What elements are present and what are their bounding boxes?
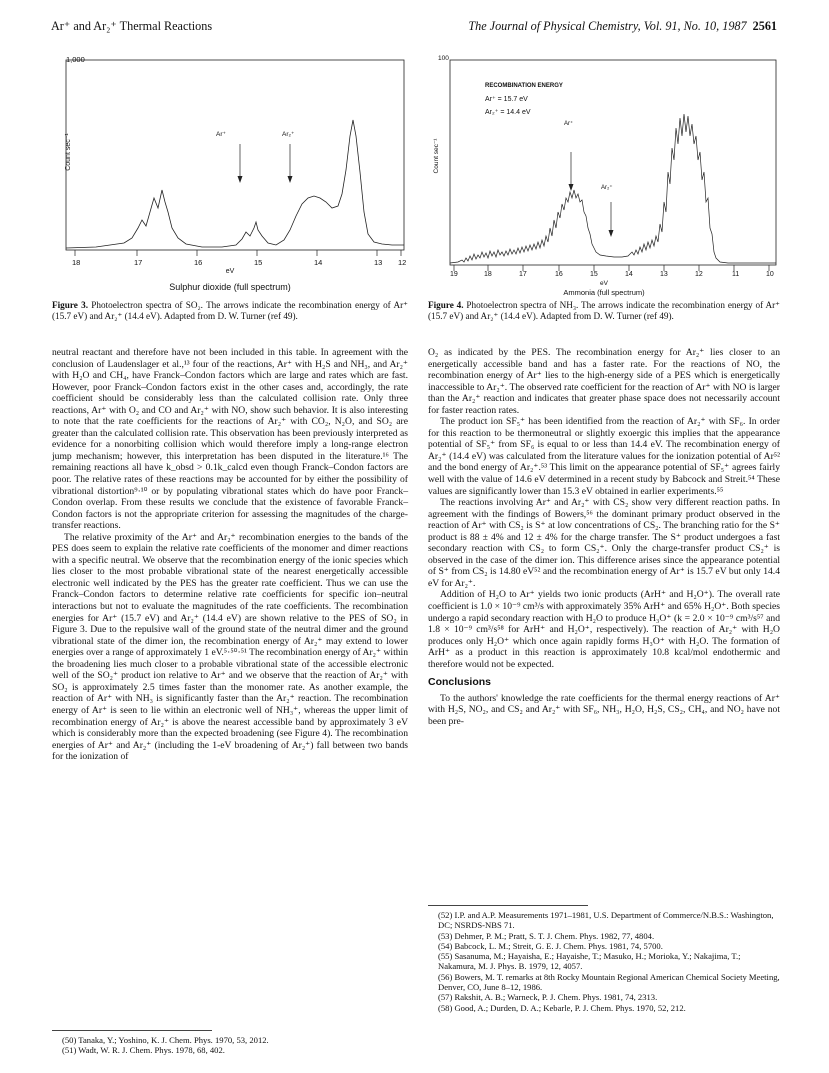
right-paragraph-5: To the authors' knowledge the rate coefficients for the thermal energy reactions of Ar⁺ with H₂S, NO₂, and CS₂ and Ar₂⁺ with SF₆, NH₃, H₂O, H₂S, CS₂, CH₄, and NO₂ have not been pre- bbox=[428, 692, 780, 727]
journal-citation: The Journal of Physical Chemistry, Vol. 91, No. 10, 1987 bbox=[468, 19, 747, 33]
figure-4-caption bbox=[428, 300, 780, 322]
figure-3-y-max: 1,000 bbox=[66, 55, 85, 64]
figure-3-tick-label: 16 bbox=[194, 258, 203, 267]
figure-3-tick-labels bbox=[52, 258, 408, 268]
figure-3-x-label: eV bbox=[225, 268, 235, 275]
left-paragraph-1: neutral reactant and therefore have not been included in this table. In agreement with the conclusion of Laudenslager et al.,¹³ four of the reactions, Ar⁺ with H₂S and NH₃, and Ar₂⁺ with H₂O and CH₄, have Franck–Condon factors which are large and rates which are fast. However, poor Franck–Condon factors exist in the other cases and, accordingly, the rate coefficient should be considerably less than the calculated collision rate. Only three reactions, Ar⁺ with O₂ and CO and Ar₂⁺ with NO, show such behavior. It is also interesting to note that the rate coefficients for the reactions of Ar₂⁺ with CO₂, N₂O, and SO₂ are greater than the calculated collision rate. This observation has been previously interpreted as evidence for a nonorbiting collision which would therefore imply a long-range electron jump mechanism; however, this interpretation has been disputed in the literature.¹⁶ The remaining reactions all have k_obsd > 0.1k_calcd even though Franck–Condon factors are poor. The relative rates of these reactions may be accounted for by either the possibility of vibrational distortion⁹·¹⁰ or by populating vibrational states which do have poor Franck–Condon overlap. From these results we conclude that the existence of favorable Franck–Condon factors is not the appropriate criterion for assessing the magnitudes of the charge-transfer reactions. bbox=[52, 347, 408, 532]
right-footnote-rule bbox=[428, 905, 588, 906]
reference-item: (58) Good, A.; Durden, D. A.; Kebarle, P. J. Chem. Phys. 1970, 52, 212. bbox=[438, 1002, 686, 1013]
reference-item: (55) Sasanuma, M.; Hayaisha, E.; Hayaishe, T.; Masuko, H.; Morioka, Y.; Nakajima, T.; Nakamura, M. J. Phys. B. 1979, 12, 4057. bbox=[438, 951, 741, 972]
left-footnote-rule bbox=[52, 1030, 212, 1031]
figure-4-title: Ammonia (full spectrum) bbox=[563, 288, 645, 297]
figure-4-tick-label: 16 bbox=[555, 271, 563, 278]
figure-4-x-label: eV bbox=[600, 280, 608, 287]
right-paragraph-4: Addition of H₂O to Ar⁺ yields two ionic products (ArH⁺ and H₂O⁺). The overall rate coefficient is 1.0 × 10⁻⁹ cm³/s with approximately 35% ArH⁺ and 65% H₂O⁺. Both species undergo a rapid secondary reaction with H₂O to produce H₃O⁺ (k = 2.0 × 10⁻⁹ cm³/s⁵⁷ and 1.8 × 10⁻⁹ cm³/s⁵⁸ for ArH⁺ and H₂O⁺, respectively). The reaction of Ar₂⁺ with H₂O produces only H₂O⁺ which once again rapidly forms H₃O⁺ with H₂O. The formation of ArH⁺ as a product in this reaction is approximately 10.8 kcal/mol endothermic and therefore would not be expected. bbox=[428, 589, 780, 670]
figure-3-tick-label: 17 bbox=[134, 258, 143, 267]
left-references bbox=[62, 1035, 408, 1056]
reference-item: (57) Rakshit, A. B.; Warneck, P. J. Chem. Phys. 1981, 74, 2313. bbox=[438, 992, 658, 1003]
right-column bbox=[428, 347, 780, 728]
figure-4-tick-label: 10 bbox=[766, 271, 774, 278]
figure-4-tick-label: 18 bbox=[484, 271, 492, 278]
right-references bbox=[438, 910, 780, 1013]
figure-4-frame bbox=[450, 60, 776, 265]
figure-3-tick-label: 15 bbox=[254, 258, 263, 267]
figure-4-tick-label: 12 bbox=[695, 271, 703, 278]
figure-4-legend-title: RECOMBINATION ENERGY bbox=[485, 83, 563, 89]
figure-4-arrow-label-1: Ar⁺ bbox=[564, 121, 574, 127]
figure-4-arrow-label-2: Ar₂⁺ bbox=[601, 185, 613, 191]
figure-4 bbox=[428, 52, 780, 297]
figure-4-tick-label: 11 bbox=[732, 271, 740, 278]
figure-4-y-label: Count sec⁻¹ bbox=[433, 138, 440, 174]
figure-3 bbox=[52, 52, 408, 297]
running-header-journal bbox=[468, 19, 777, 34]
figure-4-tick-label: 15 bbox=[590, 271, 598, 278]
figure-4-legend-item-2: Ar₂⁺ = 14.4 eV bbox=[485, 109, 531, 116]
figure-3-tick-label: 13 bbox=[374, 258, 383, 267]
figure-4-caption-label: Figure 4. bbox=[428, 300, 464, 310]
figure-3-arrow-ar-plus-head bbox=[238, 176, 243, 183]
figure-4-tick-label: 13 bbox=[660, 271, 668, 278]
figure-4-arrow-ar2-plus-head bbox=[609, 230, 614, 237]
reference-item: (56) Bowers, M. T. remarks at 8th Rocky Mountain Regional American Chemical Society Meeting, Denver, CO, June 8–12, 1986. bbox=[438, 971, 780, 993]
figure-3-caption bbox=[52, 300, 408, 322]
figure-3-caption-label: Figure 3. bbox=[52, 300, 89, 310]
left-column bbox=[52, 347, 408, 763]
right-paragraph-2: The product ion SF₅⁺ has been identified from the reaction of Ar₂⁺ with SF₆. In order for this reaction to be thermoneutral or slightly exoergic this implies that the appearance potential of SF₅⁺ from SF₆ is equal to or less than 14.4 eV. The recombination energy of Ar₂⁺ (14.4 eV) was calculated from the literature values for the ionization potential of Ar⁵² and the bond energy of Ar₂⁺.⁵³ This limit on the appearance potential of SF₅⁺ agrees fairly well with the value of 14.6 eV determined in a recent study by Babcock and Streit.⁵⁴ These values are significantly lower than 15.3 eV obtained in earlier experiments.⁵⁵ bbox=[428, 416, 780, 497]
figure-4-plot bbox=[428, 52, 780, 297]
figure-3-arrow-label-2: Ar₂⁺ bbox=[282, 131, 295, 138]
running-header-title: Ar⁺ and Ar₂⁺ Thermal Reactions bbox=[51, 19, 213, 33]
figure-3-caption-text: Photoelectron spectra of SO₂. The arrows indicate the recombination energy of Ar⁺ (15.7 eV) and Ar₂⁺ (14.4 eV). Adapted from D. W. Turner (ref 49). bbox=[52, 300, 409, 321]
figure-3-tick-label: 14 bbox=[314, 258, 323, 267]
reference-item: (51) Wadt, W. R. J. Chem. Phys. 1978, 68, 402. bbox=[62, 1045, 225, 1056]
figure-4-spectrum bbox=[450, 114, 776, 263]
figure-3-y-label: Count sec⁻¹ bbox=[65, 133, 72, 171]
reference-item: (54) Babcock, L. M.; Streit, G. E. J. Chem. Phys. 1981, 74, 5700. bbox=[438, 940, 663, 951]
figure-3-spectrum bbox=[66, 120, 404, 248]
reference-item: (50) Tanaka, Y.; Yoshino, K. J. Chem. Phys. 1970, 53, 2012. bbox=[62, 1035, 269, 1045]
figure-3-arrow-label-1: Ar⁺ bbox=[216, 131, 226, 138]
page-number: 2561 bbox=[752, 19, 777, 33]
right-paragraph-3: The reactions involving Ar⁺ and Ar₂⁺ with CS₂ show very different reaction paths. In agreement with the findings of Bowers,⁵⁶ the dominant primary product observed in the reaction of Ar⁺ with CS₂ is S⁺ at low concentrations of CS₂. The branching ratio for the S⁺ product is 88 ± 4% and 12 ± 4% for the charge transfer. The S⁺ product undergoes a fast secondary reaction with CS₂ to form CS₂⁺. Only the charge-transfer product CS₂⁺ is observed in the case of the dimer ion. This difference arises since the appearance potential of S⁺ from CS₂ is 14.80 eV⁵² and the recombination energy of Ar⁺ is 15.7 eV but only 14.4 eV for Ar₂⁺. bbox=[428, 497, 780, 589]
left-paragraph-2: The relative proximity of the Ar⁺ and Ar₂⁺ recombination energies to the bands of the PES does seem to explain the relative rate coefficients of the monomer and dimer reactions with a specific neutral. We observe that the recombination energy of the ionic species which lies closer to the most probable vibrational state of the nearest energetically accessible electronic well indicated by the PES has the greater rate coefficient. Thus we can use the Franck–Condon factors to determine relative rate coefficients for specific ion–neutral interactions but not to evaluate the magnitudes of the rate coefficients. The recombination energies for Ar⁺ (15.7 eV) and Ar₂⁺ (14.4 eV) are shown relative to the PES of SO₂ in Figure 3. Due to the repulsive wall of the ground state of the neutral dimer and the ground vibrational state of the dimer ion, the recombination energy of Ar₂⁺ may extend to lower energies over a range of approximately 1 eV.⁵·⁵⁰·⁵¹ The recombination energy of Ar₂⁺ within the broadening lies much closer to a probable vibrational state of the accessible electronic well of the SO₂⁺ product ion relative to Ar⁺ and we observe that the reaction of Ar₂⁺ with SO₂ is approximately 2.5 times faster than the monomer rate. As another example, the reaction of Ar⁺ with NH₃ is significantly faster than the Ar₂⁺ reaction. The recombination energy of Ar⁺ is seen to lie within an electronic well of NH₃⁺, whereas the upper limit of recombination energy of Ar₂⁺ is above the nearest accessible band by approximately 3 eV which is considerably more than the expected broadening (see Figure 4). The recombination energies of Ar⁺ and Ar₂⁺ (including the 1-eV broadening of Ar₂⁺) fall between two bands for the ionization of bbox=[52, 531, 408, 763]
figure-4-tick-label: 19 bbox=[450, 271, 458, 278]
figure-4-tick-label: 14 bbox=[625, 271, 633, 278]
figure-3-tick-marks bbox=[75, 250, 401, 256]
right-paragraph-1: O₂ as indicated by the PES. The recombination energy for Ar₂⁺ lies closer to an energetically accessible band and has a faster rate. For the reactions of NO, the recombination energy of Ar⁺ lies to the high-energy side of a PES which is energetically inaccessible to Ar₂⁺. The observed rate coefficient for the reaction of Ar⁺ with NO is larger than the Ar₂⁺ reaction and indicates that greater phase space does not necessarily account for faster reaction rates. bbox=[428, 347, 780, 416]
figure-3-arrow-ar2-plus-head bbox=[288, 176, 293, 183]
figure-3-tick-label: 18 bbox=[72, 258, 81, 267]
reference-item: (53) Dehmer, P. M.; Pratt, S. T. J. Chem. Phys. 1982, 77, 4804. bbox=[438, 930, 655, 941]
figure-3-tick-label: 12 bbox=[398, 258, 407, 267]
section-heading-conclusions: Conclusions bbox=[428, 676, 492, 689]
figure-4-caption-text: Photoelectron spectra of NH₃. The arrows indicate the recombination energy of Ar⁺ (15.7 eV) and Ar₂⁺ (14.4 eV). Adapted from D. W. Turner (ref 49). bbox=[428, 300, 780, 321]
figure-4-arrow-ar-plus-head bbox=[569, 184, 574, 191]
reference-item: (52) I.P. and A.P. Measurements 1971–1981, U.S. Department of Commerce/N.B.S.: Washington, DC; NSRDS-NBS 71. bbox=[438, 910, 774, 931]
figure-4-tick-label: 17 bbox=[519, 271, 527, 278]
figure-3-frame bbox=[66, 60, 404, 250]
figure-3-title: Sulphur dioxide (full spectrum) bbox=[169, 282, 291, 292]
figure-4-y-max: 100 bbox=[438, 55, 449, 62]
figure-4-legend-item-1: Ar⁺ = 15.7 eV bbox=[485, 96, 528, 103]
